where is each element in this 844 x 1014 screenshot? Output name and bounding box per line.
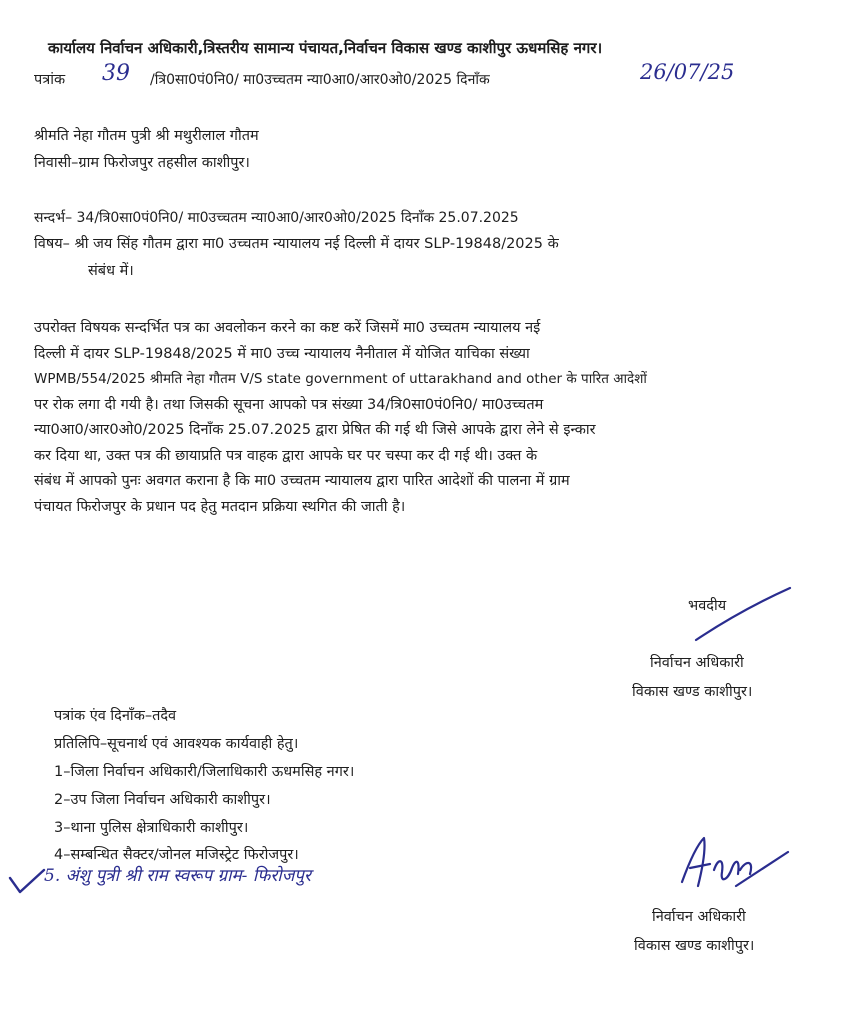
copy-recipient: 1–जिला निर्वाचन अधिकारी/जिलाधिकारी ऊधमसिह नगर। xyxy=(54,764,355,780)
body-line: उपरोक्त विषयक सन्दर्भित पत्र का अवलोकन करने का कष्ट करें जिसमें मा0 उच्चतम न्यायालय नई xyxy=(34,320,541,336)
handwritten-recipient: 5. अंशु पुत्री श्री राम स्वरूप ग्राम- फिरोजपुर xyxy=(44,866,311,886)
copy-recipient: 2–उप जिला निर्वाचन अधिकारी काशीपुर। xyxy=(54,792,271,808)
addressee-address: निवासी–ग्राम फिरोजपुर तहसील काशीपुर। xyxy=(34,155,250,171)
copy-recipient: 4–सम्बन्धित सैक्टर/जोनल मजिस्ट्रेट फिरोजपुर। xyxy=(54,847,299,863)
copy-ref-line: पत्रांक एंव दिनाँक–तदैव xyxy=(54,708,177,724)
subject-line-2: संबंध में। xyxy=(88,263,134,279)
ref-number-handwritten: 39 xyxy=(102,61,130,86)
signature-stroke-1 xyxy=(690,584,800,644)
letterhead-office: कार्यालय निर्वाचन अधिकारी,त्रिस्तरीय सामान्य पंचायत,निर्वाचन विकास खण्ड काशीपुर ऊधमसिह नगर। xyxy=(48,39,603,57)
body-line: WPMB/554/2025 श्रीमति नेहा गौतम V/S state government of uttarakhand and other के पारित आदेशों xyxy=(34,371,647,387)
salutation-bhavdiy: भवदीय xyxy=(688,598,727,614)
handwritten-tick-mark xyxy=(8,866,48,896)
copy-recipient: 3–थाना पुलिस क्षेत्राधिकारी काशीपुर। xyxy=(54,820,249,836)
body-line: संबंध में आपको पुनः अवगत कराना है कि मा0 उच्चतम न्यायालय द्वारा पारित आदेशों की पालना में ग्राम xyxy=(34,473,570,489)
copy-purpose-line: प्रतिलिपि–सूचनार्थ एवं आवश्यक कार्यवाही हेतु। xyxy=(54,736,299,752)
body-paragraph xyxy=(34,316,810,520)
subject-line-1: विषय– श्री जय सिंह गौतम द्वारा मा0 उच्चतम न्यायालय नई दिल्ली में दायर SLP-19848/2025 के xyxy=(34,236,559,252)
body-line: न्या0आ0/आर0ओ0/2025 दिनाँक 25.07.2025 द्वारा प्रेषित की गई थी जिसे आपके द्वारा लेने से इन्कार xyxy=(34,422,596,438)
body-line: पर रोक लगा दी गयी है। तथा जिसकी सूचना आपको पत्र संख्या 34/त्रि0सा0पं0नि0/ मा0उच्चतम xyxy=(34,396,544,413)
signoff-office: विकास खण्ड काशीपुर। xyxy=(632,684,753,700)
body-line: दिल्ली में दायर SLP-19848/2025 में मा0 उच्च न्यायालय नैनीताल में योजित याचिका संख्या xyxy=(34,345,530,362)
body-line: कर दिया था, उक्त पत्र की छायाप्रति पत्र वाहक द्वारा आपके घर पर चस्पा कर दी गई थी। उक्त के xyxy=(34,447,538,464)
signoff-designation: निर्वाचन अधिकारी xyxy=(650,655,744,671)
reference-line: सन्दर्भ– 34/त्रि0सा0पं0नि0/ मा0उच्चतम न्या0आ0/आर0ओ0/2025 दिनाँक 25.07.2025 xyxy=(34,210,519,226)
body-line: पंचायत फिरोजपुर के प्रधान पद हेतु मतदान प्रक्रिया स्थगित की जाती है। xyxy=(34,498,406,515)
ref-code: /त्रि0सा0पं0नि0/ मा0उच्चतम न्या0आ0/आर0ओ0/2025 दिनाँक xyxy=(150,72,490,88)
signoff2-office: विकास खण्ड काशीपुर। xyxy=(634,938,755,954)
officer-signature xyxy=(676,830,796,900)
ref-date-handwritten: 26/07/25 xyxy=(640,60,735,84)
addressee-name: श्रीमति नेहा गौतम पुत्री श्री मथुरीलाल गौतम xyxy=(34,128,259,144)
signoff2-designation: निर्वाचन अधिकारी xyxy=(652,909,746,925)
ref-label: पत्रांक xyxy=(34,72,66,88)
